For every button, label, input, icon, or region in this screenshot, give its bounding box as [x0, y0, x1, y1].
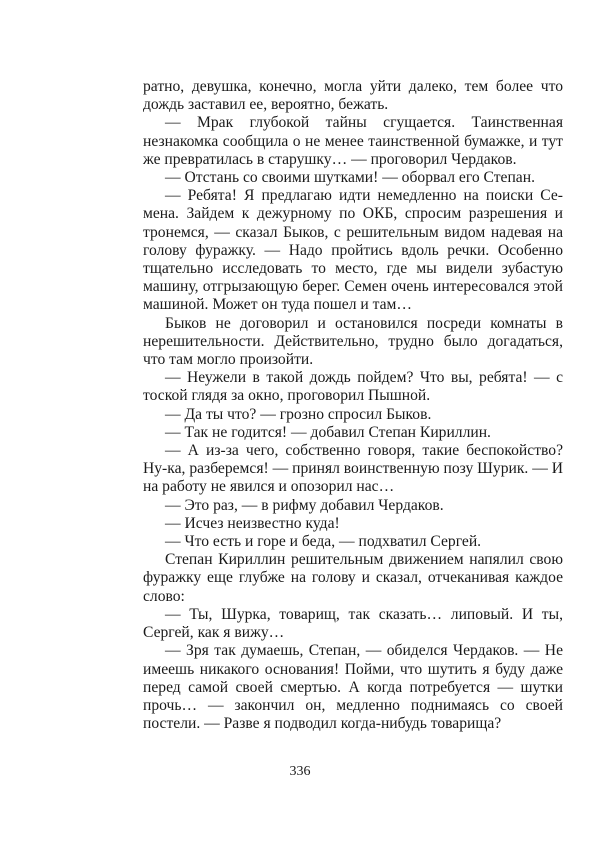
page-number: 336	[289, 764, 311, 779]
paragraph: Степан Кириллин решительным движением напялил свою фуражку еще глубже на голову и сказал, отчеканивая каждое слово:	[143, 551, 563, 605]
paragraph: — Что есть и горе и беда, — подхватил Сергей.	[165, 533, 482, 551]
paragraph-continuation: ратно, девушка, конечно, могла уйти далеко, тем более что дождь заставил ее, вероятно, бежать.	[143, 78, 563, 114]
paragraph: — Да ты что? — грозно спросил Быков.	[165, 405, 432, 423]
paragraph: — Мрак глубокой тайны сгущается. Таинственная незнакомка сообщила о не менее таинственной бумажке, и тут же превратилась в старушку… — проговорил Чердаков.	[143, 114, 563, 168]
body-text	[143, 78, 563, 733]
paragraph: — Это раз, — в рифму добавил Чердаков.	[165, 496, 444, 514]
paragraph: — Исчез неизвестно куда!	[165, 514, 340, 532]
paragraph: — Зря так думаешь, Степан, — обиделся Чердаков. — Не имеешь никакого основания! Пойми, что шутить я буду даже перед самой своей смертью. А когда потребуется — шутки прочь… — закончил он, медленно поднимаясь со своей постели. — Разве я подводил когда-нибудь товарища?	[143, 642, 563, 733]
paragraph: — Неужели в такой дождь пойдем? Что вы, ребята! — с тоской глядя за окно, проговорил Пышной.	[143, 369, 563, 405]
paragraph: — Так не годится! — добавил Степан Кириллин.	[165, 423, 491, 441]
paragraph: Быков не договорил и остановился посреди комнаты в нерешительности. Действительно, трудно было догадаться, что там могло произойти.	[143, 314, 563, 369]
paragraph: — Отстань со своими шутками! — оборвал его Степан.	[165, 169, 535, 187]
paragraph: — Ты, Шурка, товарищ, так сказать… липовый. И ты, Сергей, как я вижу…	[143, 605, 563, 642]
paragraph: — Ребята! Я предлагаю идти немедленно на поиски Семена. Зайдем к дежурному по ОКБ, спросим разрешения и тронемся, — сказал Быков, с решительным видом надевая на голову фуражку. — Надо пройтись вдоль речки. Особенно тщательно исследовать то место, где мы видели зубастую машину, отгрызающую берег. Семен очень интересовался этой машиной. Может он туда пошел и там…	[143, 187, 563, 314]
paragraph: — А из-за чего, собственно говоря, такие беспокойство? Ну-ка, разберемся! — принял воинственную позу Шурик. — И на работу не явился и опозорил нас…	[143, 442, 563, 496]
